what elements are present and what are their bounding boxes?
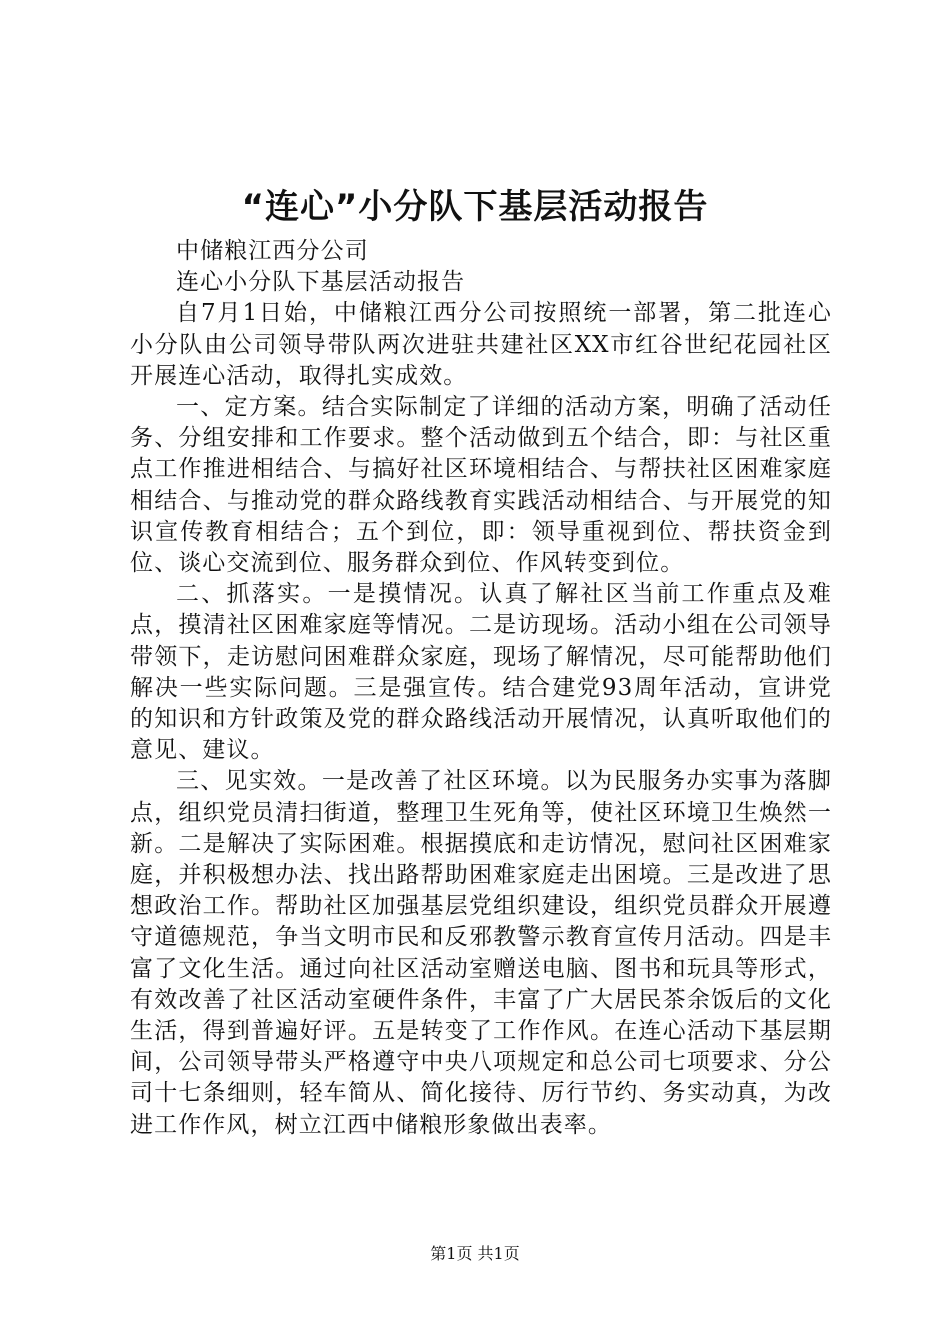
document-title: “连心”小分队下基层活动报告 (241, 187, 709, 227)
paragraph-section-3: 三、见实效。一是改善了社区环境。以为民服务办实事为落脚点，组织党员清扫街道，整理卫生死角等，使社区环境卫生焕然一新。二是解决了实际困难。根据摸底和走访情况，慰问社区困难家庭，并积极想办法、找出路帮助困难家庭走出困境。三是改进了思想政治工作。帮助社区加强基层党组织建设，组织党员群众开展遵守道德规范，争当文明市民和反邪教警示教育宣传月活动。四是丰富了文化生活。通过向社区活动室赠送电脑、图书和玩具等形式，有效改善了社区活动室硬件条件，丰富了广大居民茶余饭后的文化生活，得到普遍好评。五是转变了工作作风。在连心活动下基层期间，公司领导带头严格遵守中央八项规定和总公司七项要求、分公司十七条细则，轻车简从、简化接待、厉行节约、务实动真，为改进工作作风，树立江西中储粮形象做出表率。 (130, 768, 832, 1138)
document-body (130, 236, 832, 1141)
paragraph-section-1: 一、定方案。结合实际制定了详细的活动方案，明确了活动任务、分组安排和工作要求。整个活动做到五个结合，即：与社区重点工作推进相结合、与搞好社区环境相结合、与帮扶社区困难家庭相结合、与推动党的群众路线教育实践活动相结合、与开展党的知识宣传教育相结合；五个到位，即：领导重视到位、帮扶资金到位、谈心交流到位、服务群众到位、作风转变到位。 (130, 394, 832, 577)
paragraph-subtitle: 连心小分队下基层活动报告 (176, 269, 466, 296)
paragraph-intro: 自7月1日始，中储粮江西分公司按照统一部署，第二批连心小分队由公司领导带队两次进驻共建社区XX市红谷世纪花园社区开展连心活动，取得扎实成效。 (130, 300, 832, 389)
page-footer: 第1页 共1页 (430, 1244, 520, 1263)
paragraph-organization: 中储粮江西分公司 (176, 238, 369, 264)
paragraph-section-2: 二、抓落实。一是摸情况。认真了解社区当前工作重点及难点，摸清社区困难家庭等情况。二是访现场。活动小组在公司领导带领下，走访慰问困难群众家庭，现场了解情况，尽可能帮助他们解决一些实际问题。三是强宣传。结合建党93周年活动，宣讲党的知识和方针政策及党的群众路线活动开展情况，认真听取他们的意见、建议。 (130, 581, 832, 764)
